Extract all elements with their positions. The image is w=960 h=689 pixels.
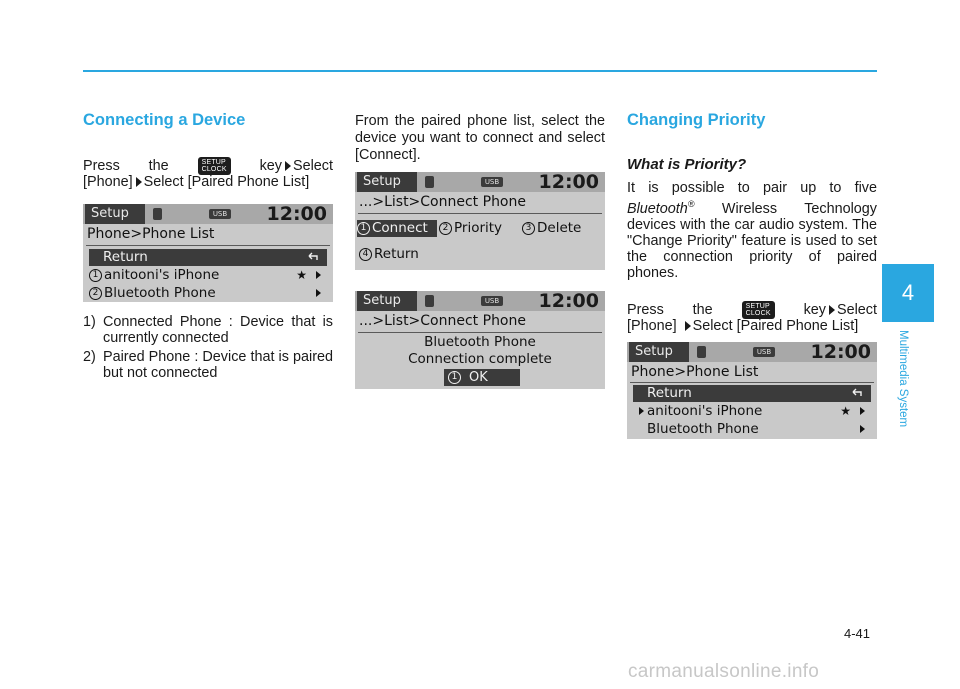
back-icon — [307, 251, 319, 263]
chevron-right-icon — [860, 407, 865, 415]
list-item[interactable]: Bluetooth Phone — [633, 421, 871, 438]
screen-connect-phone — [355, 172, 605, 270]
divider — [630, 382, 874, 383]
usb-icon: USB — [209, 209, 231, 219]
breadcrumb: ...>List>Connect Phone — [359, 194, 526, 210]
message: Bluetooth Phone Connection complete — [408, 334, 552, 367]
page-number: 4-41 — [844, 626, 871, 641]
top-rule — [83, 70, 877, 72]
breadcrumb: Phone>Phone List — [87, 226, 215, 242]
priority-para-line1: It is possible to pair up to five — [627, 180, 877, 196]
bluetooth-icon — [697, 346, 706, 358]
number-badge: 3 — [522, 222, 535, 235]
priority-para: Bluetooth® Wireless Technology devices with the car audio system. The "Change Priority" feature is used to set the connection priority of paired phones. — [627, 199, 877, 281]
screen-phone-list-2 — [627, 342, 877, 439]
chapter-tab — [882, 264, 934, 322]
intro-text: From the paired phone list, select the device you want to connect and select [Connect]. — [355, 113, 605, 163]
clock: 12:00 — [538, 172, 599, 193]
number-badge: 2 — [89, 287, 102, 300]
option-connect[interactable]: 1 Connect — [357, 220, 437, 237]
setup-clock-key-icon: SETUP CLOCK — [198, 157, 231, 175]
screen-phone-list — [83, 204, 333, 302]
chapter-number: 4 — [901, 280, 915, 305]
number-badge: 4 — [359, 248, 372, 261]
ok-button[interactable]: 1 OK — [444, 369, 520, 386]
option-delete[interactable]: 3 Delete — [522, 220, 602, 237]
number-badge: 1 — [357, 222, 370, 235]
arrow-right-icon — [285, 161, 291, 171]
screen-title: Setup — [357, 291, 417, 311]
option-return[interactable]: 4 Return — [359, 246, 449, 263]
bluetooth-icon — [425, 176, 434, 188]
screen-connection-complete — [355, 291, 605, 389]
option-priority[interactable]: 2 Priority — [439, 220, 519, 237]
return-row[interactable]: Return — [89, 249, 327, 266]
number-badge: 2 — [439, 222, 452, 235]
screen-title: Setup — [357, 172, 417, 192]
heading-connecting-device: Connecting a Device — [83, 111, 246, 129]
usb-icon: USB — [481, 177, 503, 187]
step-instruction-2-line2: [Phone] Select [Paired Phone List] — [627, 318, 859, 334]
back-icon — [851, 387, 863, 399]
breadcrumb: ...>List>Connect Phone — [359, 313, 526, 329]
step-instruction-1-line2: [Phone] Select [Paired Phone List] — [83, 174, 310, 190]
chevron-right-icon — [316, 289, 321, 297]
bluetooth-icon — [425, 295, 434, 307]
list-item[interactable]: 2 Bluetooth Phone — [89, 285, 327, 302]
step-instruction-2: Press the SETUP CLOCK key Select — [627, 301, 877, 318]
watermark: carmanualsonline.info — [628, 661, 820, 682]
subheading-what-is-priority: What is Priority? — [627, 156, 747, 173]
step-instruction-1: Press the SETUP CLOCK key Select — [83, 157, 333, 174]
clock: 12:00 — [538, 291, 599, 312]
number-badge: 1 — [89, 269, 102, 282]
arrow-right-icon — [136, 177, 142, 187]
number-badge: 1 — [448, 371, 461, 384]
screen-title: Setup — [629, 342, 689, 362]
chevron-right-icon — [639, 407, 644, 415]
list-item[interactable]: 1 anitooni's iPhone ★ — [89, 267, 327, 284]
arrow-right-icon — [829, 305, 835, 315]
chapter-label: Multimedia System — [897, 330, 909, 428]
arrow-right-icon — [685, 321, 691, 331]
heading-changing-priority: Changing Priority — [627, 111, 766, 129]
star-icon: ★ — [840, 404, 851, 418]
divider — [86, 245, 330, 246]
list-item[interactable]: anitooni's iPhone ★ — [633, 403, 871, 420]
chevron-right-icon — [860, 425, 865, 433]
bluetooth-icon — [153, 208, 162, 220]
divider — [358, 332, 602, 333]
setup-clock-key-icon: SETUP CLOCK — [742, 301, 775, 319]
breadcrumb: Phone>Phone List — [631, 364, 759, 380]
return-row[interactable]: Return — [633, 385, 871, 402]
usb-icon: USB — [753, 347, 775, 357]
divider — [358, 213, 602, 214]
screen-title: Setup — [85, 204, 145, 224]
usb-icon: USB — [481, 296, 503, 306]
clock: 12:00 — [266, 204, 327, 225]
chevron-right-icon — [316, 271, 321, 279]
star-icon: ★ — [296, 268, 307, 282]
clock: 12:00 — [810, 342, 871, 363]
